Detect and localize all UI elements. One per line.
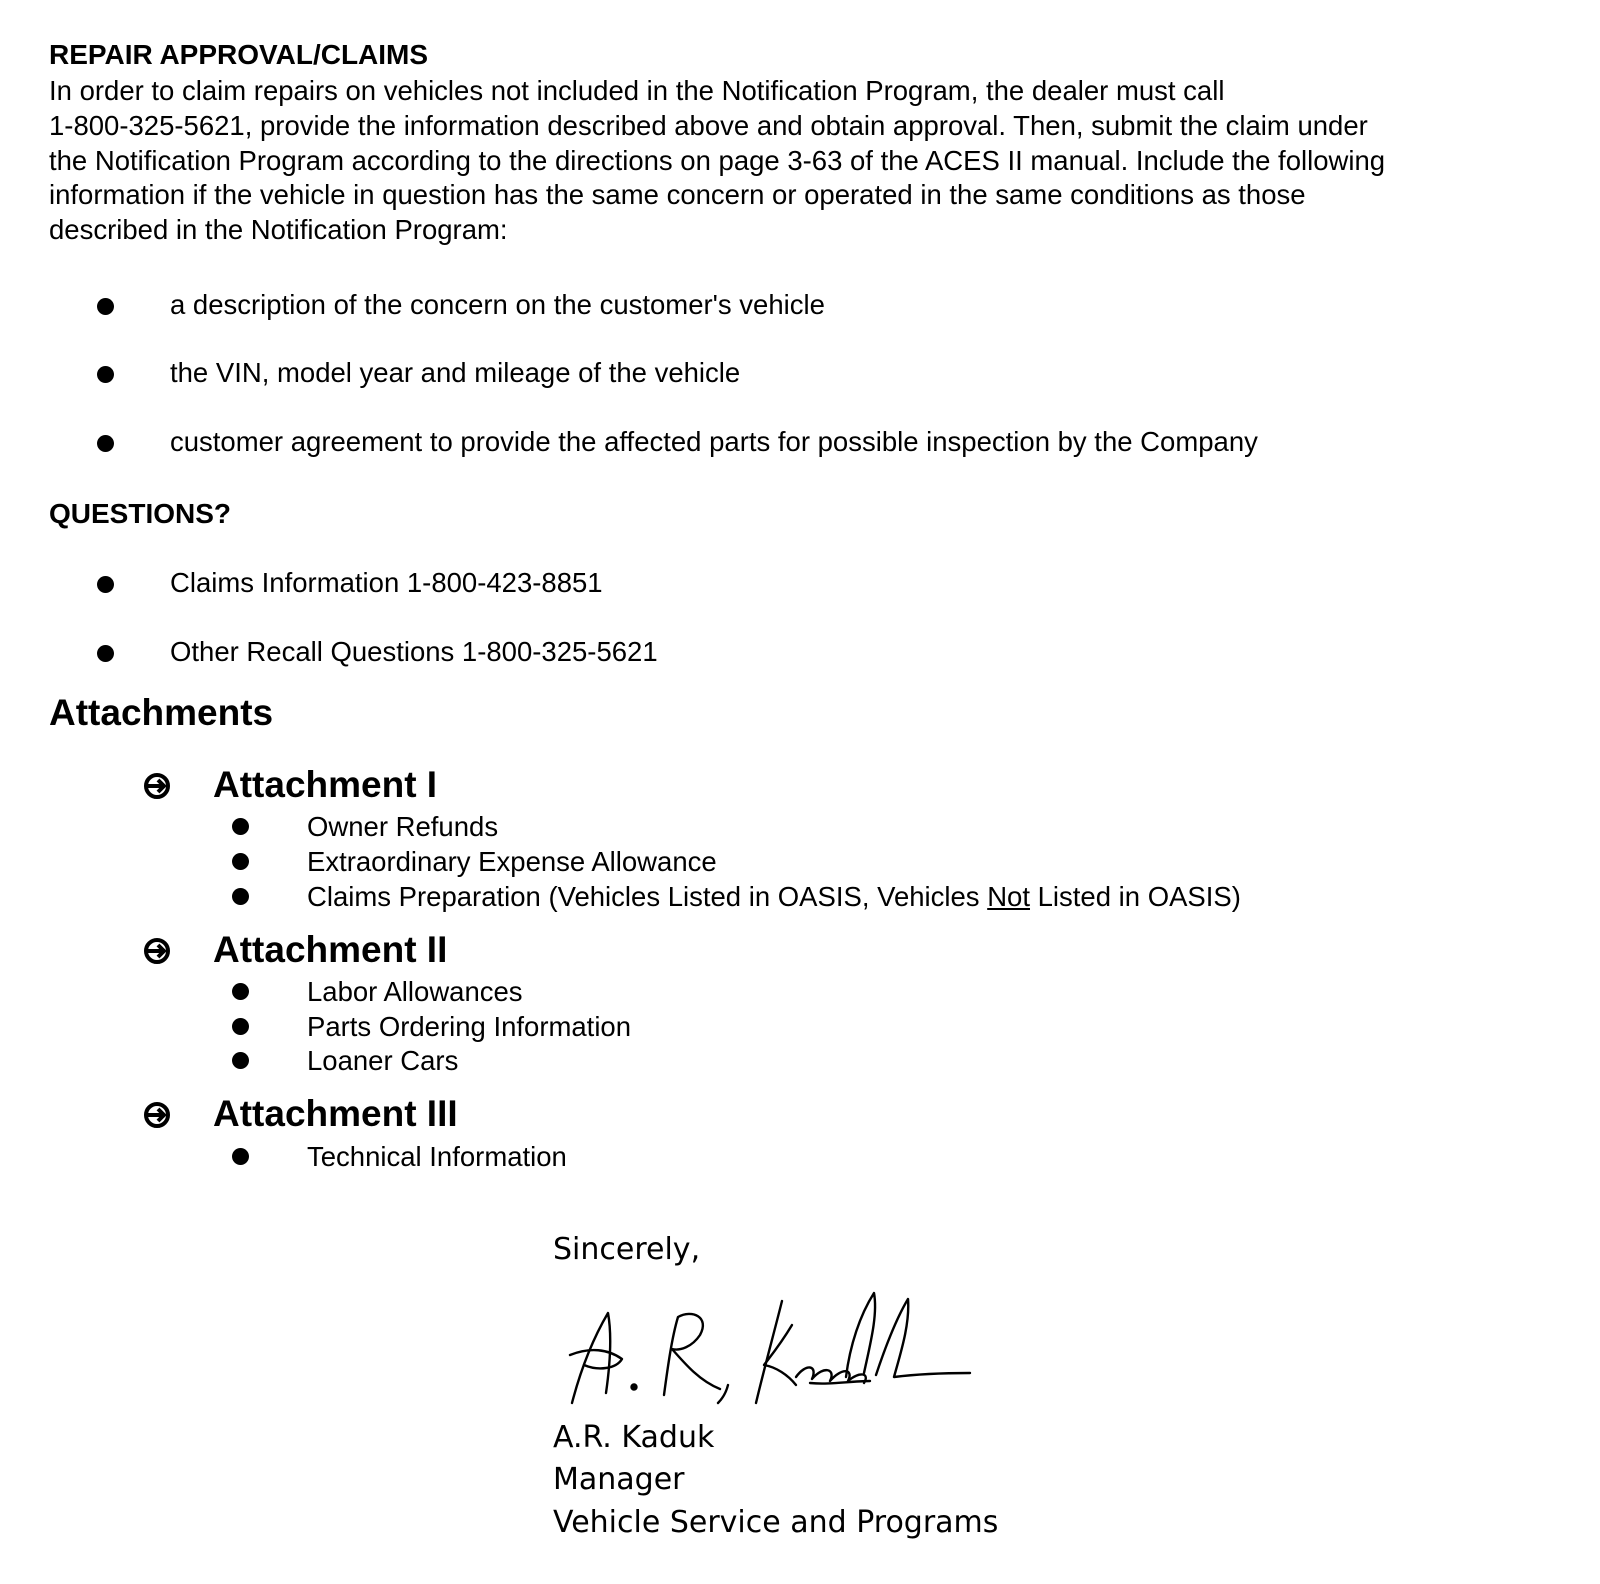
signer-name: A.R. Kaduk <box>553 1420 715 1455</box>
bullet-icon <box>232 983 249 1000</box>
bullet-icon <box>97 366 114 383</box>
repair-bullet-item: a description of the concern on the customer's vehicle <box>170 289 825 320</box>
attachment-1-item: Extraordinary Expense Allowance <box>307 846 717 877</box>
claims-information-phone: Claims Information 1-800-423-8851 <box>170 567 603 598</box>
bullet-icon <box>97 435 114 452</box>
recall-questions-phone: Other Recall Questions 1-800-325-5621 <box>170 636 658 667</box>
paragraph-line: In order to claim repairs on vehicles not included in the Notification Program, the dealer must call <box>49 75 1225 106</box>
paragraph-line: described in the Notification Program: <box>49 214 508 246</box>
paragraph-line: the Notification Program according to the directions on page 3-63 of the ACES II manual. Include the following <box>49 144 1386 176</box>
circled-arrow-icon <box>143 772 171 800</box>
bullet-icon <box>97 645 114 662</box>
attachment-1-item: Claims Preparation (Vehicles Listed in OASIS, Vehicles Not Listed in OASIS) <box>307 881 1241 912</box>
paragraph-line: information if the vehicle in question has the same concern or operated in the same conditions as those <box>49 179 1306 211</box>
bullet-icon <box>232 1018 249 1035</box>
circled-arrow-icon <box>143 1101 171 1129</box>
signer-department: Vehicle Service and Programs <box>553 1505 999 1540</box>
attachment-2-item: Labor Allowances <box>307 976 523 1007</box>
signer-title: Manager <box>553 1462 685 1497</box>
attachment-2-title: Attachment II <box>213 929 448 970</box>
repair-bullet-item: customer agreement to provide the affected parts for possible inspection by the Company <box>170 426 1258 457</box>
bullet-icon <box>232 888 249 905</box>
repair-approval-heading: REPAIR APPROVAL/CLAIMS <box>49 39 429 70</box>
bullet-icon <box>232 818 249 835</box>
bullet-icon <box>232 1148 249 1165</box>
attachments-heading: Attachments <box>49 692 274 733</box>
attachment-2-item: Loaner Cars <box>307 1045 459 1076</box>
repair-bullet-item: the VIN, model year and mileage of the vehicle <box>170 357 741 388</box>
circled-arrow-icon <box>143 937 171 965</box>
attachment-3-item: Technical Information <box>307 1141 567 1172</box>
attachment-3-title: Attachment III <box>213 1093 458 1134</box>
bullet-icon <box>97 298 114 315</box>
repair-approval-paragraph <box>49 74 1569 248</box>
bullet-icon <box>97 576 114 593</box>
salutation: Sincerely, <box>553 1232 701 1267</box>
bullet-icon <box>232 1052 249 1069</box>
attachment-1-title: Attachment I <box>213 764 438 805</box>
handwritten-signature <box>560 1285 990 1410</box>
attachment-1-item: Owner Refunds <box>307 811 499 842</box>
questions-heading: QUESTIONS? <box>49 498 232 529</box>
paragraph-line: 1-800-325-5621, provide the information described above and obtain approval. Then, submit the claim under <box>49 109 1368 141</box>
attachment-2-item: Parts Ordering Information <box>307 1011 632 1042</box>
bullet-icon <box>232 853 249 870</box>
